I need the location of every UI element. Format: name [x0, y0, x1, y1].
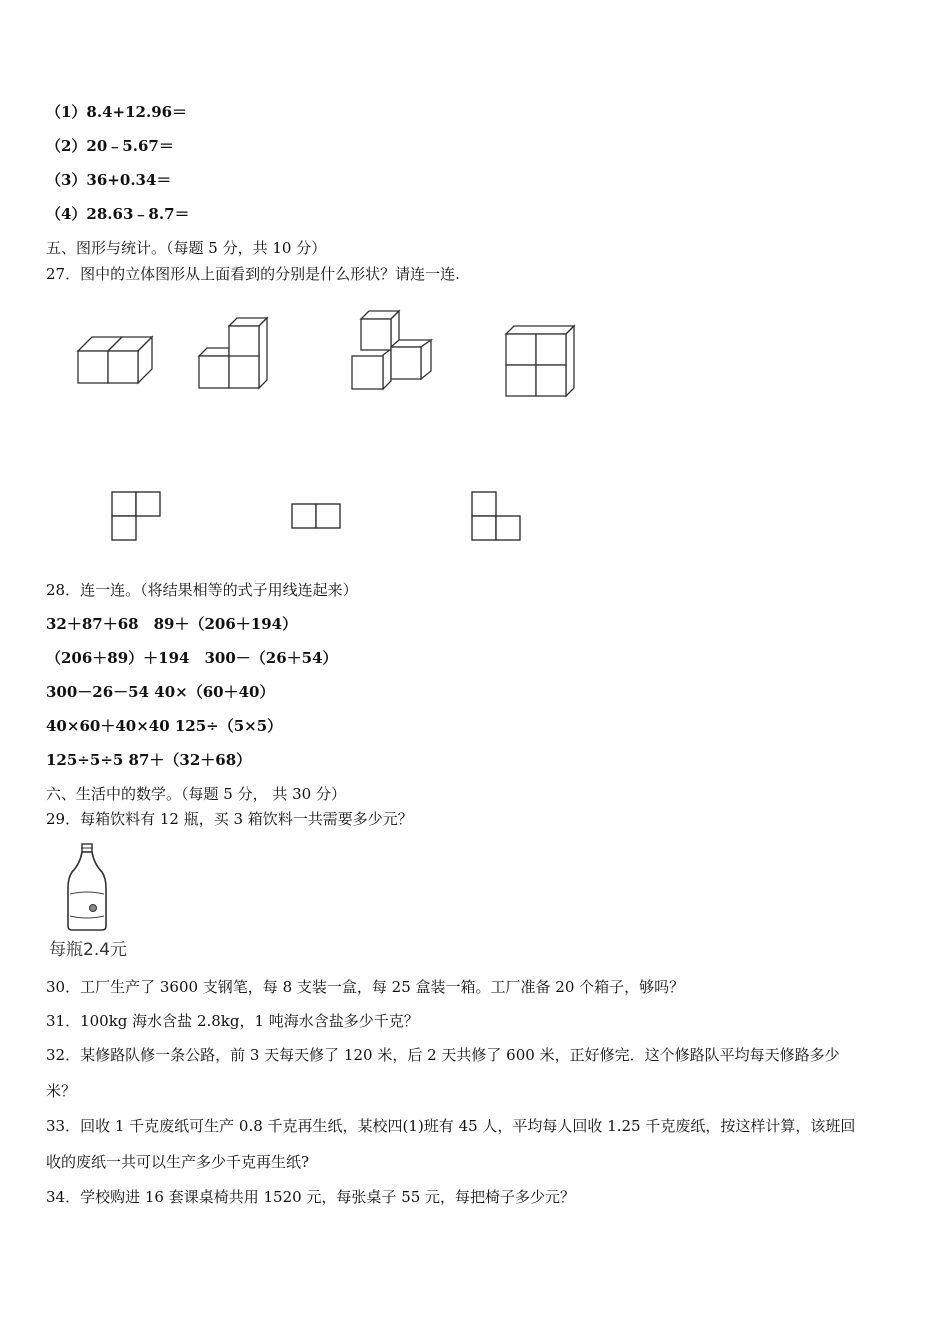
top-view-1	[108, 488, 166, 544]
top-view-3	[468, 488, 526, 544]
match-row-2: （206＋89）＋194 300－（26＋54）	[46, 649, 338, 667]
calc-1: （1）8.4+12.96＝	[46, 103, 188, 121]
question-31: 31．100kg 海水含盐 2.8kg，1 吨海水含盐多少千克？	[46, 1012, 419, 1030]
cube-figure-1	[70, 325, 155, 387]
question-34: 34．学校购进 16 套课桌椅共用 1520 元，每张桌子 55 元，每把椅子多少元？	[46, 1188, 576, 1206]
cube-figure-4	[500, 320, 580, 400]
cube-figure-3	[345, 305, 437, 393]
question-33-line1: 33．回收 1 千克废纸可生产 0.8 千克再生纸，某校四(1)班有 45 人，平均每人回收 1.25 千克废纸，按这样计算，该班回	[46, 1117, 856, 1135]
calc-2: （2）20﹣5.67＝	[46, 137, 174, 155]
question-28: 28．连一连。（将结果相等的式子用线连起来）	[46, 581, 358, 599]
bottle-icon	[62, 842, 112, 934]
section6-heading: 六、生活中的数学。（每题 5 分， 共 30 分）	[46, 785, 346, 803]
question-32-line1: 32．某修路队修一条公路，前 3 天每天修了 120 米，后 2 天共修了 600 米，正好修完．这个修路队平均每天修路多少	[46, 1046, 840, 1064]
cube-figure-2	[193, 310, 273, 390]
match-row-4: 40×60＋40×40 125÷（5×5）	[46, 717, 283, 735]
question-32-line2: 米？	[46, 1082, 77, 1100]
question-27: 27．图中的立体图形从上面看到的分别是什么形状？请连一连.	[46, 265, 460, 283]
match-row-1: 32＋87＋68 89＋（206＋194）	[46, 615, 298, 633]
bottle-price-caption: 每瓶2.4元	[49, 940, 128, 960]
calc-4: （4）28.63﹣8.7＝	[46, 205, 190, 223]
match-row-5: 125÷5÷5 87＋（32＋68）	[46, 751, 252, 769]
calc-3: （3）36+0.34＝	[46, 171, 172, 189]
section5-heading: 五、图形与统计。（每题 5 分，共 10 分）	[46, 239, 327, 257]
match-row-3: 300－26－54 40×（60＋40）	[46, 683, 275, 701]
question-29: 29．每箱饮料有 12 瓶，买 3 箱饮料一共需要多少元？	[46, 810, 413, 828]
question-33-line2: 收的废纸一共可以生产多少千克再生纸?	[46, 1153, 310, 1171]
top-view-2	[288, 500, 346, 534]
question-30: 30．工厂生产了 3600 支钢笔，每 8 支装一盒，每 25 盒装一箱。工厂准备 20 个箱子，够吗？	[46, 978, 685, 996]
